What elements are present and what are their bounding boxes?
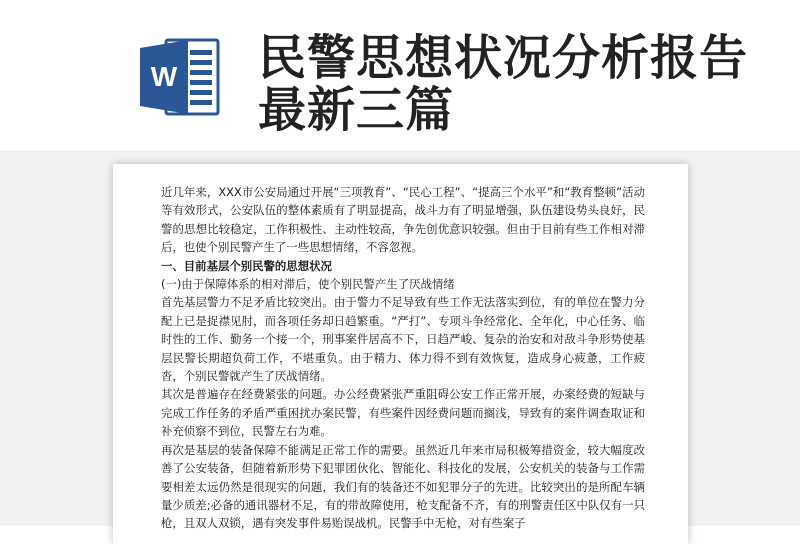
paragraph: 近几年来，XXX市公安局通过开展“三项教育”、“民心工程”、“提高三个水平”和“教育整顿”活动等有效形式，公安队伍的整体素质有了明显提高，战斗力有了明显增强，队伍建设势头良好，民警的思想比较稳定，工作积极性、主动性较高，争先创优意识较强。但由于目前有些工作相对滞后，也使个别民警产生了一些思想情绪，不容忽视。: [161, 185, 645, 255]
word-document-icon-graphic: [140, 36, 222, 118]
document-page: [113, 164, 688, 544]
sub-heading: (一)由于保障体系的相对滞后，使个别民警产生了厌战情绪: [161, 277, 455, 292]
paragraph: 首先基层警力不足矛盾比较突出。由于警力不足导致有些工作无法落实到位，有的单位在警力分配上已是捉襟见肘，而各项任务却日趋繁重。“严打”、专项斗争经常化、全年化，中心任务、临时性的工作、勤务一个接一个，刑事案件居高不下，日趋严峻、复杂的治安和对敌斗争形势使基层民警长期超负荷工作，不堪重负。由于精力、体力得不到有效恢复，造成身心疲惫，工作疲沓，个别民警就产生了厌战情绪。: [161, 295, 645, 384]
word-letter: W: [150, 61, 178, 92]
paragraph: 再次是基层的装备保障不能满足正常工作的需要。虽然近几年来市局积极筹措资金，较大幅度改善了公安装备，但随着新形势下犯罪团伙化、智能化、科技化的发展，公安机关的装备与工作需要相差太远仍然是很现实的问题，我们有的装备还不如犯罪分子的先进。比较突出的是所配车辆量少质差;必备的通讯器材不足，有的带故障使用，枪支配备不齐，有的刑警责任区中队仅有一只枪，且双人双锁，遇有突发事件易贻误战机。民警手中无枪，对有些案子: [161, 442, 645, 531]
page-title: 民警思想状况分析报告最新三篇: [258, 30, 749, 138]
paragraph: 其次是普遍存在经费紧张的问题。办公经费紧张严重阻碍公安工作正常开展，办案经费的短缺与完成工作任务的矛盾严重困扰办案民警，有些案件因经费问题而搁浅，导致有的案件调查取证和补充侦察不到位，民警左右为难。: [161, 387, 645, 439]
document-body: [161, 183, 645, 533]
section-heading: 一、目前基层个别民警的思想状况: [161, 258, 332, 273]
word-document-icon: [140, 36, 222, 118]
header: [0, 0, 800, 150]
